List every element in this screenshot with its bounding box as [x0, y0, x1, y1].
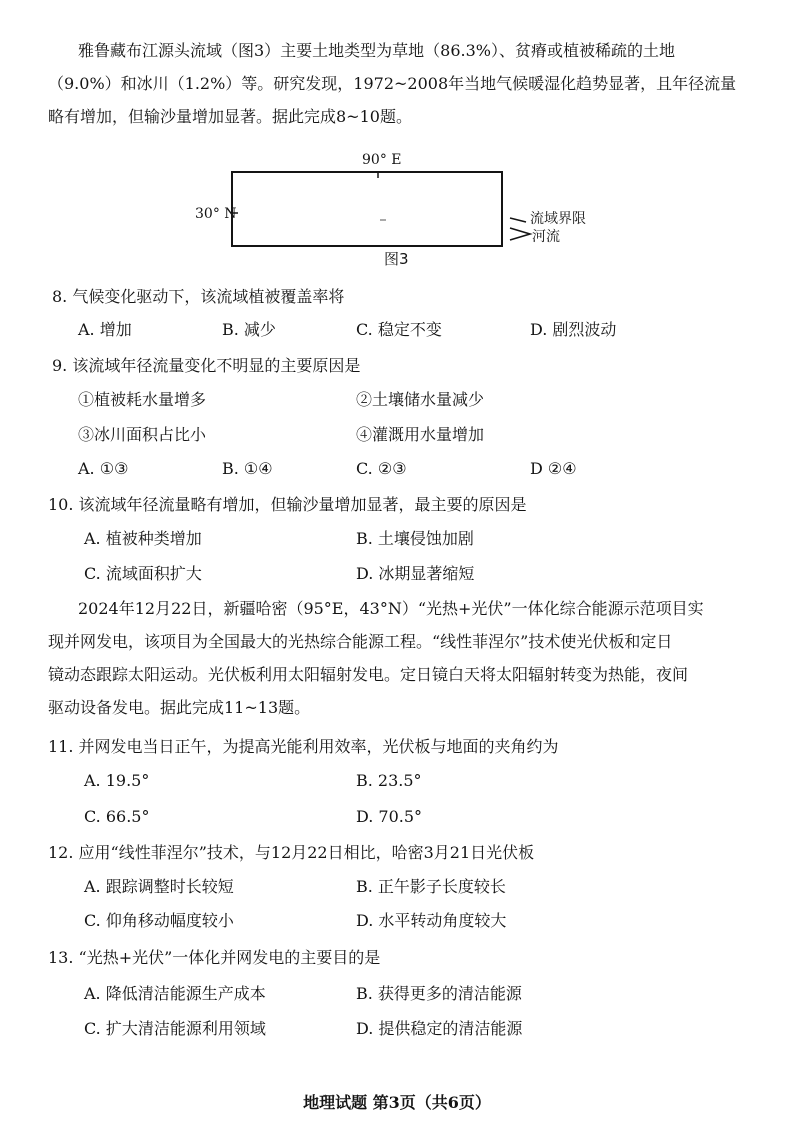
q11-option-d[interactable]: D. 70.5°	[356, 807, 423, 826]
legend-boundary-label: 流域界限	[530, 211, 586, 227]
q11-option-a[interactable]: A. 19.5°	[84, 771, 150, 790]
map-frame	[232, 172, 502, 246]
q13-option-a[interactable]: A. 降低清洁能源生产成本	[84, 984, 266, 1003]
river-legend-symbol	[510, 228, 530, 240]
q9-statement-2: ②土壤储水量减少	[356, 390, 485, 409]
q11-option-b[interactable]: B. 23.5°	[356, 771, 422, 790]
figure-caption: 图3	[384, 250, 409, 268]
q9-statement-3: ③冰川面积占比小	[78, 425, 207, 444]
q10-option-a[interactable]: A. 植被种类增加	[84, 529, 202, 548]
q12-option-b[interactable]: B. 正午影子长度较长	[356, 877, 506, 896]
longitude-label: 90° E	[362, 152, 402, 168]
q8-option-c[interactable]: C. 稳定不变	[356, 320, 442, 339]
intro2-line1: 2024年12月22日，新疆哈密（95°E，43°N）“光热+光伏”一体化综合能源示范项目实	[78, 599, 704, 618]
q9-option-c[interactable]: C. ②③	[356, 459, 407, 478]
intro1-line1: 雅鲁藏布江源头流域（图3）主要土地类型为草地（86.3%）、贫瘠或植被稀疏的土地	[78, 41, 676, 60]
intro2-line3: 镜动态跟踪太阳运动。光伏板利用太阳辐射发电。定日镜白天将太阳辐射转变为热能，夜间	[48, 665, 689, 684]
q9-option-a[interactable]: A. ①③	[78, 459, 129, 478]
intro1-line3: 略有增加，但输沙量增加显著。据此完成8~10题。	[48, 107, 412, 126]
q13-stem: 13. “光热+光伏”一体化并网发电的主要目的是	[48, 948, 381, 967]
page-footer: 地理试题 第3页（共6页）	[303, 1093, 491, 1112]
q13-option-c[interactable]: C. 扩大清洁能源利用领域	[84, 1019, 266, 1038]
q8-stem: 8. 气候变化驱动下，该流域植被覆盖率将	[52, 287, 345, 306]
intro2-line4: 驱动设备发电。据此完成11~13题。	[48, 698, 311, 717]
q12-stem: 12. 应用“线性菲涅尔”技术，与12月22日相比，哈密3月21日光伏板	[48, 843, 535, 862]
legend-river-label: 河流	[532, 229, 560, 245]
q9-stem: 9. 该流域年径流量变化不明显的主要原因是	[52, 356, 361, 375]
q9-option-d[interactable]: D ②④	[530, 459, 577, 478]
q9-statement-1: ①植被耗水量增多	[78, 390, 207, 409]
q12-option-a[interactable]: A. 跟踪调整时长较短	[84, 877, 234, 896]
q13-option-d[interactable]: D. 提供稳定的清洁能源	[356, 1019, 523, 1038]
boundary-legend-symbol	[510, 218, 526, 222]
intro1-line2: （9.0%）和冰川（1.2%）等。研究发现，1972~2008年当地气候暖湿化趋势显著，且年径流量	[48, 74, 737, 93]
q10-option-b[interactable]: B. 土壤侵蚀加剧	[356, 529, 474, 548]
figure-3	[190, 150, 620, 270]
q9-statement-4: ④灌溉用水量增加	[356, 425, 485, 444]
q12-option-c[interactable]: C. 仰角移动幅度较小	[84, 911, 234, 930]
q10-option-d[interactable]: D. 冰期显著缩短	[356, 564, 475, 583]
q8-option-a[interactable]: A. 增加	[78, 320, 132, 339]
latitude-label: 30° N	[195, 206, 237, 222]
q8-option-d[interactable]: D. 剧烈波动	[530, 320, 617, 339]
q9-option-b[interactable]: B. ①④	[222, 459, 273, 478]
q13-option-b[interactable]: B. 获得更多的清洁能源	[356, 984, 522, 1003]
q10-stem: 10. 该流域年径流量略有增加，但输沙量增加显著，最主要的原因是	[48, 495, 527, 514]
q11-stem: 11. 并网发电当日正午，为提高光能利用效率，光伏板与地面的夹角约为	[48, 737, 559, 756]
q12-option-d[interactable]: D. 水平转动角度较大	[356, 911, 507, 930]
q11-option-c[interactable]: C. 66.5°	[84, 807, 150, 826]
q10-option-c[interactable]: C. 流域面积扩大	[84, 564, 202, 583]
q8-option-b[interactable]: B. 减少	[222, 320, 276, 339]
intro2-line2: 现并网发电，该项目为全国最大的光热综合能源工程。“线性菲涅尔”技术使光伏板和定日	[48, 632, 673, 651]
